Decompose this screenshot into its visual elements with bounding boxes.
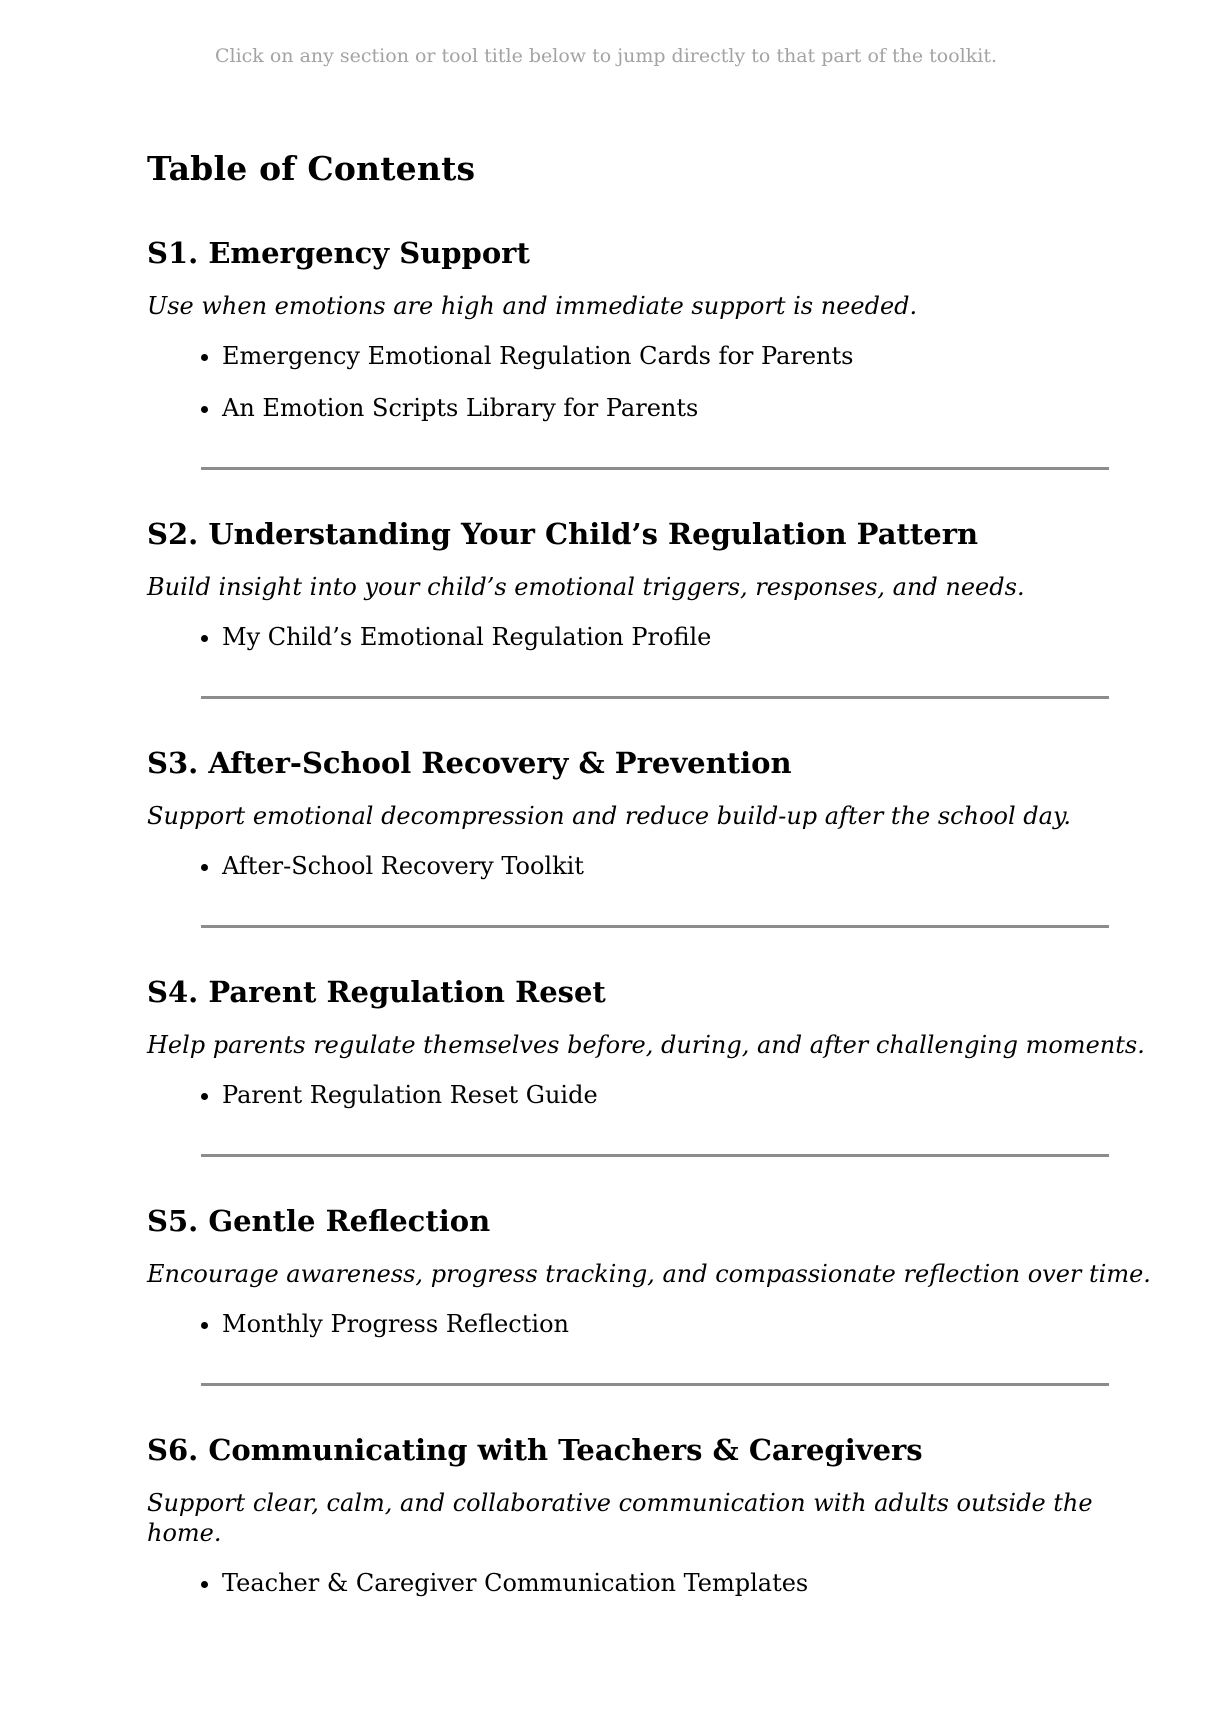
section-s6-heading-link[interactable]: S6. Communicating with Teachers & Caregivers bbox=[147, 1433, 923, 1467]
tool-link[interactable]: Teacher & Caregiver Communication Templates bbox=[222, 1569, 809, 1597]
tool-item bbox=[222, 622, 1162, 652]
section-s2-heading-link[interactable]: S2. Understanding Your Child’s Regulation Pattern bbox=[147, 517, 979, 551]
section-s2-heading bbox=[147, 516, 1162, 552]
tool-link[interactable]: An Emotion Scripts Library for Parents bbox=[222, 394, 699, 422]
section-s1-description: Use when emotions are high and immediate support is needed. bbox=[147, 292, 918, 320]
section-s4-tool-list bbox=[147, 1080, 1162, 1110]
section-s6-description: Support clear, calm, and collaborative communication with adults outside the home. bbox=[147, 1489, 1093, 1547]
tool-item bbox=[222, 1568, 1162, 1598]
tool-link[interactable]: Parent Regulation Reset Guide bbox=[222, 1081, 598, 1109]
section-s4-heading bbox=[147, 974, 1162, 1010]
section-s6 bbox=[147, 1432, 1162, 1598]
section-s5-heading-link[interactable]: S5. Gentle Reflection bbox=[147, 1204, 491, 1238]
section-s6-tool-list bbox=[147, 1568, 1162, 1598]
tool-item bbox=[222, 1080, 1162, 1110]
section-s4-description: Help parents regulate themselves before, during, and after challenging moments. bbox=[147, 1031, 1145, 1059]
section-s2-tool-list bbox=[147, 622, 1162, 652]
section-s3-heading-link[interactable]: S3. After-School Recovery & Prevention bbox=[147, 746, 792, 780]
section-s1-heading-link[interactable]: S1. Emergency Support bbox=[147, 236, 530, 270]
page-title: Table of Contents bbox=[147, 149, 476, 188]
tool-item bbox=[222, 341, 1162, 371]
section-s3-heading bbox=[147, 745, 1162, 781]
section-s5-heading bbox=[147, 1203, 1162, 1239]
section-s2-description: Build insight into your child’s emotional triggers, responses, and needs. bbox=[147, 573, 1025, 601]
section-s1-heading bbox=[147, 235, 1162, 271]
section-s1-tool-list bbox=[147, 341, 1162, 423]
tool-item bbox=[222, 1309, 1162, 1339]
section-s1 bbox=[147, 235, 1162, 423]
section-s5-tool-list bbox=[147, 1309, 1162, 1339]
section-s2 bbox=[147, 516, 1162, 652]
tool-link[interactable]: After-School Recovery Toolkit bbox=[222, 852, 584, 880]
tool-item bbox=[222, 393, 1162, 423]
tool-link[interactable]: Emergency Emotional Regulation Cards for Parents bbox=[222, 342, 854, 370]
section-s5 bbox=[147, 1203, 1162, 1339]
section-s4-heading-link[interactable]: S4. Parent Regulation Reset bbox=[147, 975, 606, 1009]
section-divider bbox=[201, 467, 1109, 470]
tool-link[interactable]: Monthly Progress Reflection bbox=[222, 1310, 569, 1338]
section-s3-description: Support emotional decompression and reduce build-up after the school day. bbox=[147, 802, 1071, 830]
section-divider bbox=[201, 696, 1109, 699]
tool-link[interactable]: My Child’s Emotional Regulation Profile bbox=[222, 623, 712, 651]
tool-item bbox=[222, 851, 1162, 881]
section-divider bbox=[201, 1154, 1109, 1157]
section-divider bbox=[201, 1383, 1109, 1386]
toc-content bbox=[147, 148, 1162, 1598]
toc-instruction-text: Click on any section or tool title below to jump directly to that part of the toolkit. bbox=[214, 45, 998, 67]
section-s6-heading bbox=[147, 1432, 1162, 1468]
section-s3-tool-list bbox=[147, 851, 1162, 881]
section-s4 bbox=[147, 974, 1162, 1110]
section-s5-description: Encourage awareness, progress tracking, and compassionate reflection over time. bbox=[147, 1260, 1151, 1288]
section-s3 bbox=[147, 745, 1162, 881]
section-divider bbox=[201, 925, 1109, 928]
